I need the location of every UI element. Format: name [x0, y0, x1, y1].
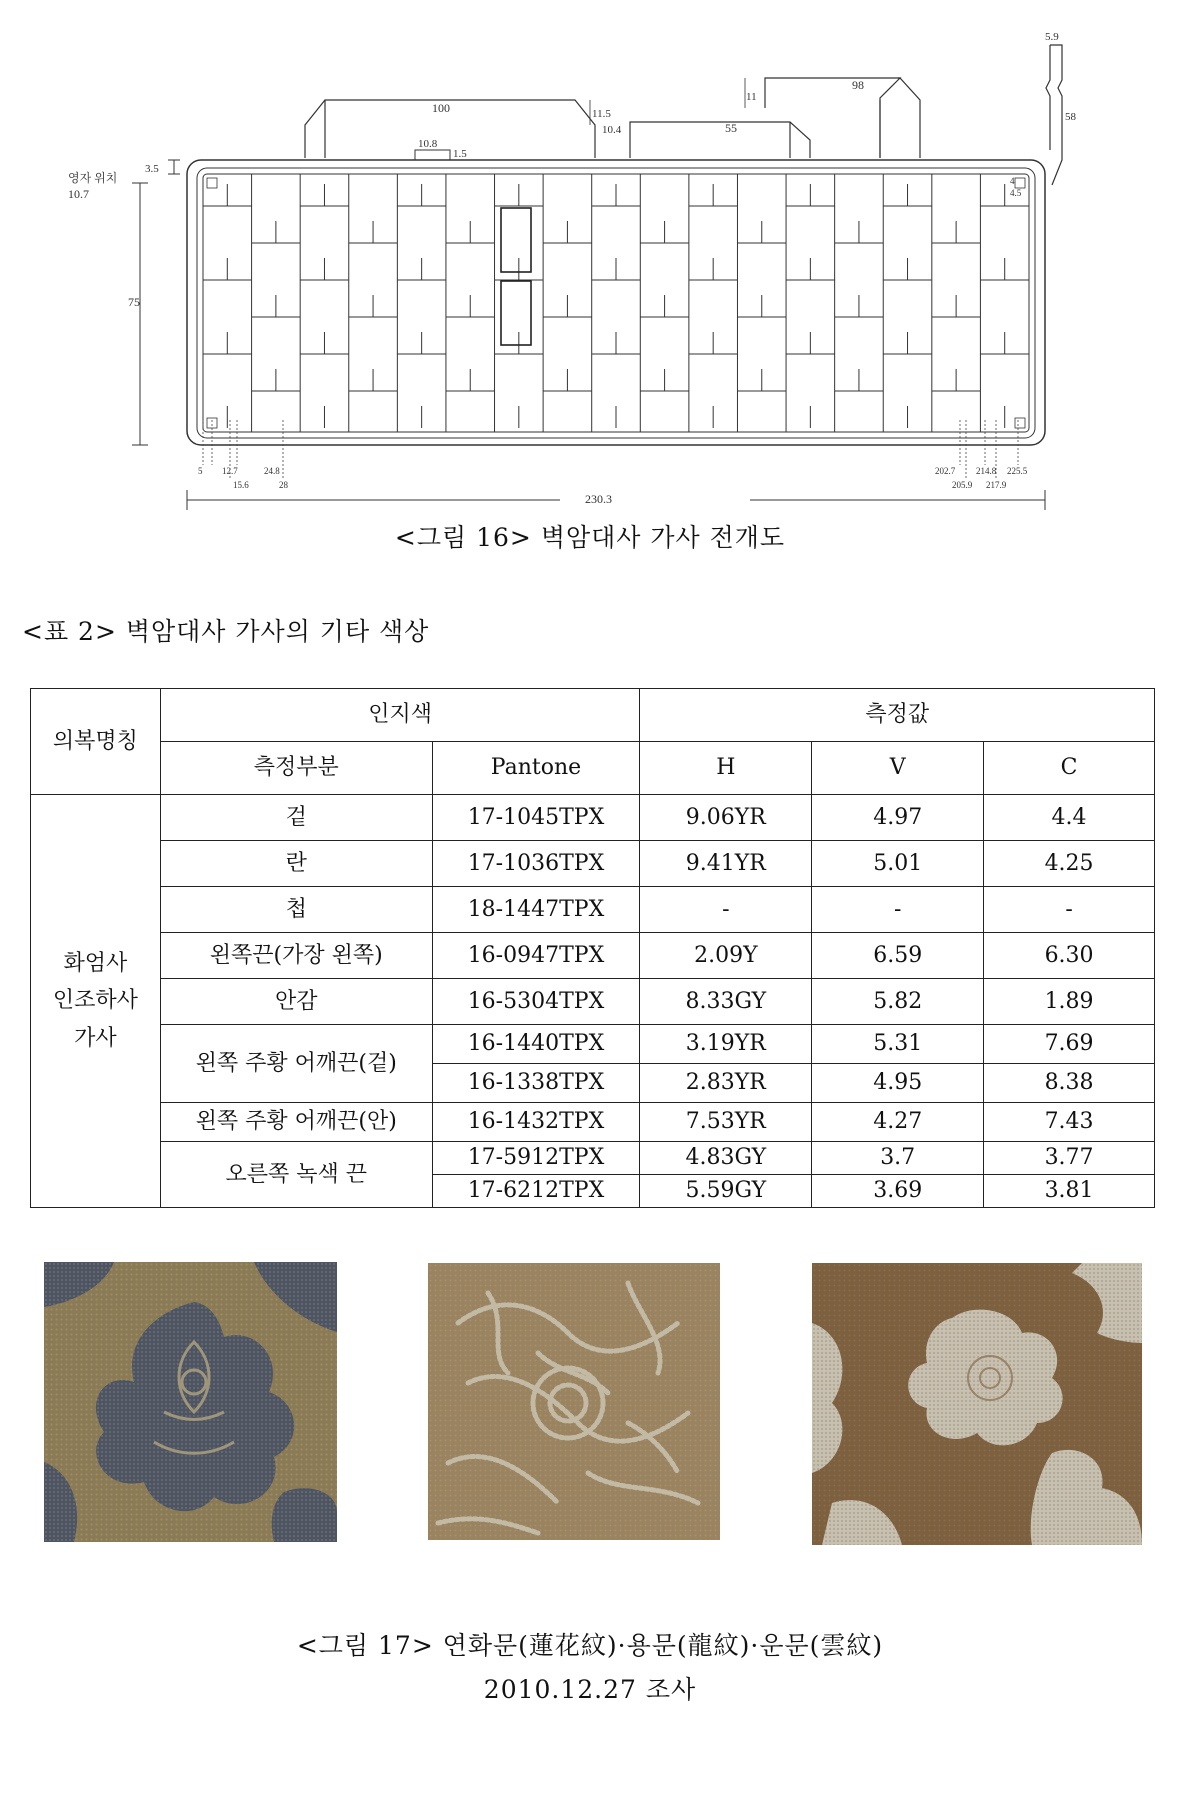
row-pantone: 16-1440TPX [432, 1025, 640, 1064]
bottom-left-2: 15.6 [233, 480, 249, 490]
bottom-right-0: 202.7 [935, 466, 956, 476]
row-h: 7.53YR [640, 1103, 812, 1142]
dim-10-8: 10.8 [418, 138, 438, 150]
row-v: - [812, 887, 984, 933]
row-pantone: 17-6212TPX [432, 1175, 640, 1208]
row-c: 3.81 [984, 1175, 1155, 1208]
row-part: 오른쪽 녹색 끈 [160, 1142, 432, 1208]
bottom-right-2: 214.8 [976, 466, 997, 476]
bottom-left-0: 5 [198, 466, 203, 476]
dim-5-9: 5.9 [1045, 31, 1059, 43]
bottom-left-4: 28 [279, 480, 288, 490]
row-h: 8.33GY [640, 979, 812, 1025]
hdr-perceived-color: 인지색 [160, 689, 640, 742]
row-c: - [984, 887, 1155, 933]
main-frame-inner [197, 168, 1035, 438]
strap-98 [880, 78, 900, 158]
hdr-c: C [984, 742, 1155, 795]
bottom-right-4: 225.5 [1007, 466, 1028, 476]
garment-name-cell [31, 795, 161, 1208]
hdr-measured-values: 측정값 [640, 689, 1155, 742]
row-part: 왼쪽 주황 어깨끈(겉) [160, 1025, 432, 1103]
row-pantone: 17-5912TPX [432, 1142, 640, 1175]
row-part: 왼쪽 주황 어깨끈(안) [160, 1103, 432, 1142]
row-part: 란 [160, 841, 432, 887]
row-v: 6.59 [812, 933, 984, 979]
table2-title: <표 2> 벽암대사 가사의 기타 색상 [22, 617, 430, 646]
dim-55: 55 [725, 121, 737, 135]
row-pantone: 17-1045TPX [432, 795, 640, 841]
row-part: 왼쪽끈(가장 왼쪽) [160, 933, 432, 979]
dim-100: 100 [432, 101, 450, 115]
row-v: 5.82 [812, 979, 984, 1025]
dim-58: 58 [1065, 111, 1076, 123]
bottom-right-1: 205.9 [952, 480, 973, 490]
figure16-caption: <그림 16> 벽암대사 가사 전개도 [394, 523, 786, 552]
dim-230-3: 230.3 [585, 492, 612, 506]
hdr-h: H [640, 742, 812, 795]
color-table [30, 688, 1155, 1208]
row-c: 4.25 [984, 841, 1155, 887]
collar-pos-label: 영자 위치 [68, 171, 118, 185]
row-part: 겉 [160, 795, 432, 841]
panel-grid [203, 174, 1029, 432]
row-pantone: 16-1338TPX [432, 1064, 640, 1103]
row-v: 5.01 [812, 841, 984, 887]
dim-4: 4 [1010, 176, 1015, 186]
row-part: 첩 [160, 887, 432, 933]
collar-rect-bottom [501, 281, 531, 345]
row-v: 3.7 [812, 1142, 984, 1175]
row-v: 5.31 [812, 1025, 984, 1064]
row-h: 2.83YR [640, 1064, 812, 1103]
row-pantone: 16-5304TPX [432, 979, 640, 1025]
strap-55 [630, 122, 810, 158]
row-h: 2.09Y [640, 933, 812, 979]
row-v: 4.27 [812, 1103, 984, 1142]
cloud-pattern-photo [812, 1263, 1142, 1545]
hdr-garment-name: 의복명칭 [31, 689, 161, 795]
hdr-v: V [812, 742, 984, 795]
dim-75: 75 [128, 295, 140, 309]
dim-1-5: 1.5 [453, 148, 467, 160]
row-h: 9.41YR [640, 841, 812, 887]
row-v: 3.69 [812, 1175, 984, 1208]
row-pantone: 16-1432TPX [432, 1103, 640, 1142]
collar-rect-top [501, 208, 531, 272]
row-h: 5.59GY [640, 1175, 812, 1208]
dim-11-5: 11.5 [592, 108, 611, 120]
collar-pos-value: 10.7 [68, 187, 89, 201]
figure16-diagram [0, 0, 1180, 520]
row-v: 4.95 [812, 1064, 984, 1103]
lotus-pattern-photo [44, 1262, 337, 1542]
row-h: 4.83GY [640, 1142, 812, 1175]
hdr-pantone: Pantone [432, 742, 640, 795]
dim-10-4: 10.4 [602, 124, 622, 136]
row-h: 9.06YR [640, 795, 812, 841]
row-c: 7.43 [984, 1103, 1155, 1142]
row-h: 3.19YR [640, 1025, 812, 1064]
dim-11: 11 [746, 91, 757, 103]
bottom-left-1: 12.7 [222, 466, 238, 476]
row-pantone: 18-1447TPX [432, 887, 640, 933]
garment-line-1: 화엄사 [63, 950, 128, 976]
dim-98: 98 [852, 78, 864, 92]
strap-58 [1050, 45, 1062, 185]
dragon-pattern-photo [428, 1263, 720, 1540]
figure17-caption: <그림 17> 연화문(蓮花紋)·용문(龍紋)·운문(雲紋) [296, 1631, 884, 1660]
row-pantone: 17-1036TPX [432, 841, 640, 887]
strap-100 [305, 100, 595, 158]
garment-line-2: 인조하사 [52, 988, 138, 1014]
bottom-left-3: 24.8 [264, 466, 280, 476]
dim-3-5: 3.5 [145, 163, 159, 175]
row-c: 4.4 [984, 795, 1155, 841]
row-c: 3.77 [984, 1142, 1155, 1175]
row-c: 1.89 [984, 979, 1155, 1025]
row-part: 안감 [160, 979, 432, 1025]
bottom-right-3: 217.9 [986, 480, 1007, 490]
row-c: 8.38 [984, 1064, 1155, 1103]
row-pantone: 16-0947TPX [432, 933, 640, 979]
row-c: 6.30 [984, 933, 1155, 979]
row-h: - [640, 887, 812, 933]
garment-line-3: 가사 [74, 1025, 117, 1051]
dim-4-5: 4.5 [1010, 188, 1022, 198]
hdr-part: 측정부분 [160, 742, 432, 795]
survey-date-note: 2010.12.27 조사 [483, 1675, 697, 1704]
row-c: 7.69 [984, 1025, 1155, 1064]
row-v: 4.97 [812, 795, 984, 841]
